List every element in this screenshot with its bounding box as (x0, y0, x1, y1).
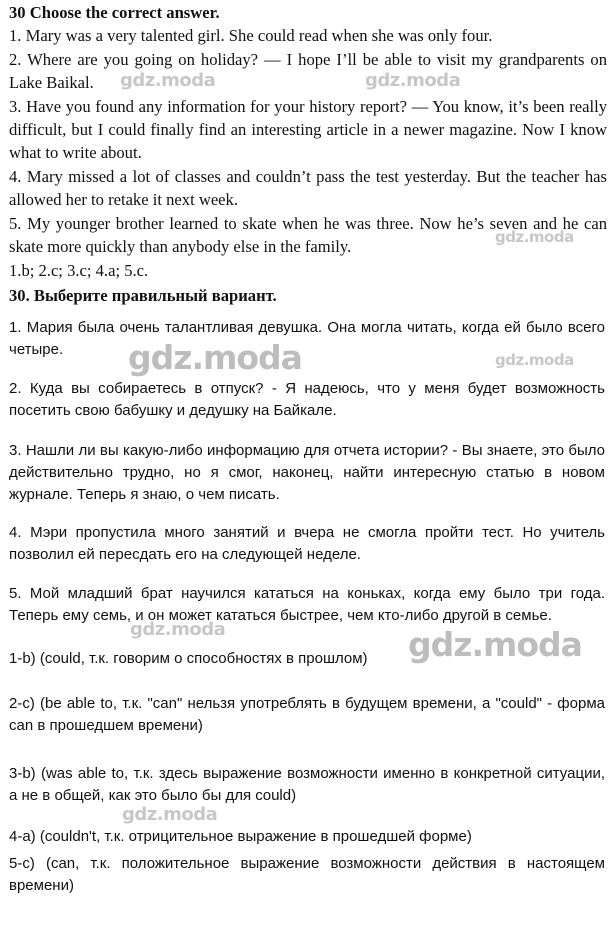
explanation-1: 1-b) (could, т.к. говорим о способностях в прошлом) (9, 650, 368, 667)
watermark: gdz.moda (495, 351, 574, 369)
ru-item-4: 4. Мэри пропустила много занятий и вчера не смогла пройти тест. Но учитель позволил ей пересдать его на следующей неделе. (9, 524, 605, 563)
watermark: gdz.moda (122, 804, 218, 825)
en-item-5: 5. My younger brother learned to skate when he was three. Now he’s seven and he can skate more quickly than anybody else in the family. (9, 214, 607, 256)
en-item-3: 3. Have you found any information for your history report? — You know, it’s been really difficult, but I could finally find an interesting article in a newer magazine. Now I know what to write about. (9, 97, 607, 162)
en-item-4: 4. Mary missed a lot of classes and couldn’t pass the test yesterday. But the teacher has allowed her to retake it next week. (9, 167, 607, 209)
exercise-title-en: 30 Choose the correct answer. (9, 3, 220, 22)
watermark: gdz.moda (130, 619, 226, 640)
explanation-2: 2-c) (be able to, т.к. "can" нельзя употреблять в будущем времени, а "could" - форма can в прошедшем времени) (9, 695, 605, 734)
explanation-3: 3-b) (was able to, т.к. здесь выражение возможности именно в конкретной ситуации, а не в общей, как это было бы для could) (9, 765, 605, 804)
watermark: gdz.moda (120, 70, 216, 91)
watermark: gdz.moda (365, 70, 461, 91)
ru-item-1: 1. Мария была очень талантливая девушка. Она могла читать, когда ей было всего четыре. (9, 319, 605, 358)
ru-item-5: 5. Мой младший брат научился кататься на коньках, когда ему было три года. Теперь ему семь, и он может кататься быстрее, чем кто-либо другой в семье. (9, 585, 605, 624)
en-answer-key: 1.b; 2.c; 3.c; 4.a; 5.c. (9, 261, 149, 280)
watermark: gdz.moda (128, 338, 302, 377)
ru-item-3: 3. Нашли ли вы какую-либо информацию для отчета истории? - Вы знаете, это было действительно трудно, но я смог, наконец, найти интересную статью в новом журнале. Теперь я знаю, о чем писать. (9, 442, 605, 503)
explanation-5: 5-c) (can, т.к. положительное выражение возможности действия в настоящем времени) (9, 855, 605, 894)
explanation-4: 4-a) (couldn't, т.к. отрицительное выражение в прошедшей форме) (9, 828, 472, 845)
en-item-1: 1. Mary was a very talented girl. She could read when she was only four. (9, 26, 493, 45)
en-item-2: 2. Where are you going on holiday? — I hope I’ll be able to visit my grandparents on Lake Baikal. (9, 50, 607, 92)
ru-item-2: 2. Куда вы собираетесь в отпуск? - Я надеюсь, что у меня будет возможность посетить свою бабушку и дедушку на Байкале. (9, 380, 605, 419)
exercise-title-ru: 30. Выберите правильный вариант. (9, 286, 277, 305)
watermark: gdz.moda (495, 228, 574, 246)
watermark: gdz.moda (408, 625, 582, 664)
